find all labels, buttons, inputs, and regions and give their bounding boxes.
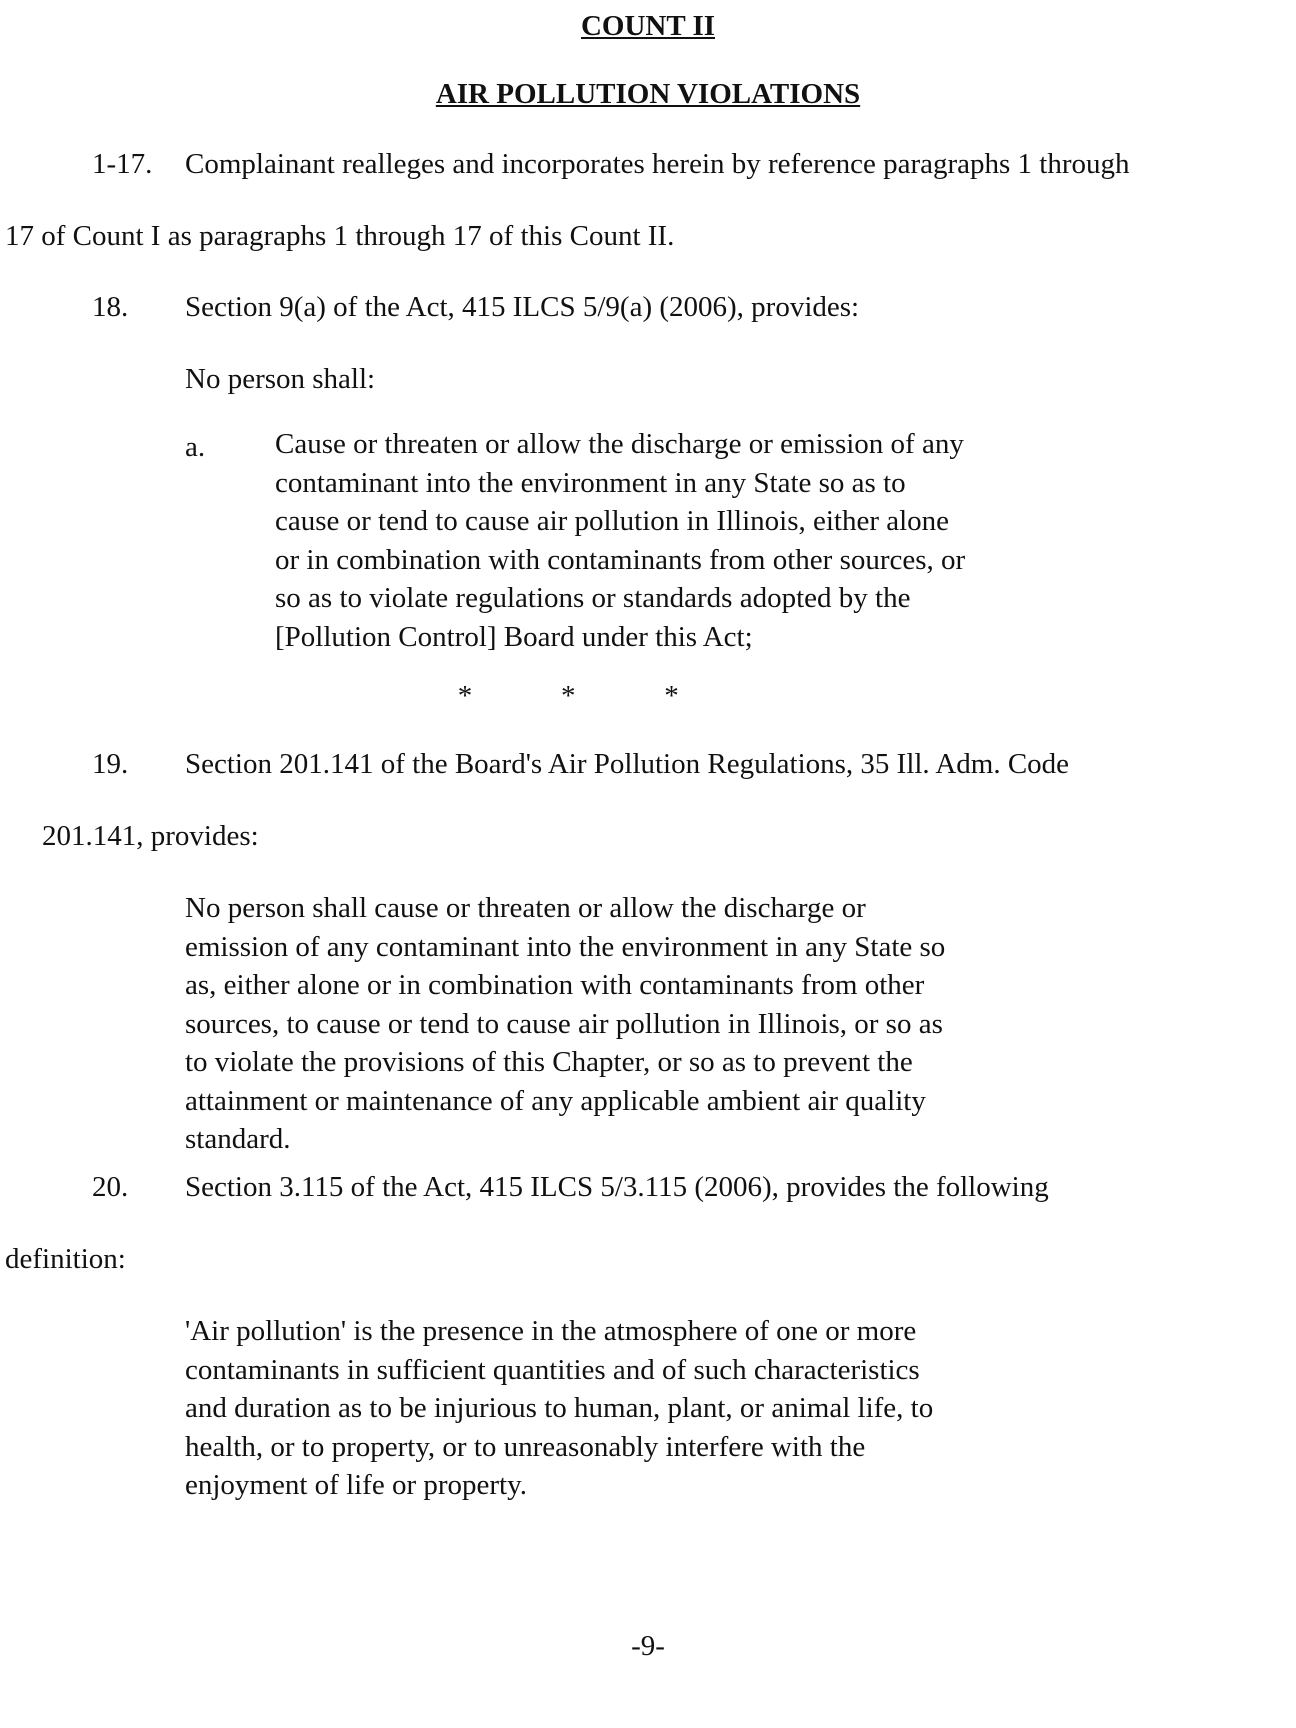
ellipsis-asterisks (417, 682, 720, 711)
paragraph-text-continuation: 201.141, provides: (42, 820, 259, 852)
quote-line: to violate the provisions of this Chapter, or so as to prevent the (185, 1046, 913, 1078)
quote-line: contaminants in sufficient quantities and of such characteristics (185, 1353, 920, 1386)
count-subtitle: AIR POLLUTION VIOLATIONS (435, 78, 861, 110)
asterisk: * (561, 680, 576, 712)
quote-line: health, or to property, or to unreasonably interfere with the (185, 1430, 866, 1463)
paragraph-text: Complainant realleges and incorporates herein by reference paragraphs 1 through (185, 148, 1130, 180)
quote-line: sources, to cause or tend to cause air pollution in Illinois, or so as (185, 1007, 943, 1040)
paragraph-text: Section 3.115 of the Act, 415 ILCS 5/3.115 (2006), provides the following (185, 1171, 1049, 1203)
quote-line: enjoyment of life or property. (185, 1469, 527, 1501)
asterisk: * (457, 680, 473, 712)
quote-line: Cause or threaten or allow the discharge or emission of any (275, 428, 964, 460)
quote-line: 'Air pollution' is the presence in the atmosphere of one or more (185, 1315, 917, 1347)
regulation-quote (185, 889, 1045, 1159)
quote-line: as, either alone or in combination with contaminants from other (185, 969, 925, 1001)
quote-line: [Pollution Control] Board under this Act; (275, 620, 753, 653)
paragraph-number: 1-17. (92, 148, 153, 180)
quote-line: or in combination with contaminants from other sources, or (275, 543, 966, 576)
quote-line: standard. (185, 1123, 291, 1155)
paragraph-text-continuation: 17 of Count I as paragraphs 1 through 17 of this Count II. (5, 220, 675, 252)
paragraph-text: Section 9(a) of the Act, 415 ILCS 5/9(a) (2006), provides: (185, 291, 860, 323)
quote-line: emission of any contaminant into the environment in any State so (185, 930, 946, 963)
quote-line: so as to violate regulations or standards adopted by the (275, 582, 911, 614)
paragraph-number: 20. (92, 1171, 129, 1203)
definition-quote (185, 1312, 1045, 1505)
quote-line: cause or tend to cause air pollution in Illinois, either alone (275, 505, 950, 537)
asterisk: * (664, 680, 679, 712)
statute-item-label: a. (185, 431, 206, 463)
paragraph-text: Section 201.141 of the Board's Air Pollution Regulations, 35 Ill. Adm. Code (185, 748, 1070, 780)
quote-line: and duration as to be injurious to human, plant, or animal life, to (185, 1392, 934, 1424)
quote-line: No person shall cause or threaten or allow the discharge or (185, 892, 866, 924)
statute-lead-in: No person shall: (185, 363, 376, 395)
quote-line: attainment or maintenance of any applicable ambient air quality (185, 1084, 926, 1117)
paragraph-text-continuation: definition: (5, 1243, 126, 1275)
count-title: COUNT II (580, 10, 716, 42)
quote-line: contaminant into the environment in any State so as to (275, 466, 906, 499)
statute-item-text (275, 425, 1055, 656)
paragraph-number: 18. (92, 291, 129, 323)
paragraph-number: 19. (92, 748, 129, 780)
page-number: -9- (631, 1630, 665, 1662)
